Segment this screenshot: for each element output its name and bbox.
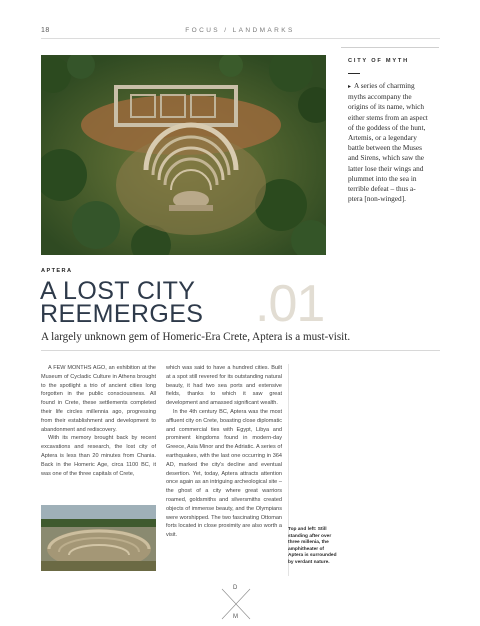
triangle-bullet-icon: ▸ <box>348 84 352 90</box>
sidebar-label: CITY OF MYTH <box>348 58 409 64</box>
monogram-letter-top: D <box>233 585 238 591</box>
header-rule <box>41 38 440 39</box>
monogram-letter-bottom: M <box>233 614 238 620</box>
sidebar-top-rule <box>341 47 439 48</box>
sidebar-accent-rule <box>348 73 360 74</box>
body-paragraph: With its memory brought back by recent excavations and research, the lost city of Aptera is less than 20 minutes from Chania. Back in the Homeric Age, circa 1100 BC, it was one of the three capitals of Crete, <box>41 435 156 477</box>
body-column-2 <box>166 364 282 540</box>
sidebar-body: A series of charming myths accompany the origins of its name, which either stems from an aspect of the goddess of the hunt, Artemis, or a legendary battle between the Muses and Sirens, which saw the latter lose their wings and plummet into the sea in terrible defeat – thus a-ptera [non-winged]. <box>348 81 428 204</box>
title-line-1: A LOST CITY <box>40 277 196 305</box>
sidebar-text <box>348 81 430 204</box>
publisher-monogram <box>214 585 258 623</box>
body-paragraph: which was said to have a hundred cities. Built at a spot still revered for its outstanding natural beauty, it had two sea ports and extensive fields, thanks to which it saw great development and amassed significant wealth. <box>166 365 282 407</box>
article-kicker: APTERA <box>41 268 73 274</box>
article-title <box>40 277 204 328</box>
article-number: .01 <box>255 275 325 333</box>
inset-amphitheater-photo <box>41 505 156 571</box>
article-subtitle: A largely unknown gem of Homeric-Era Crete, Aptera is a must-visit. <box>41 331 351 343</box>
body-paragraph: A FEW MONTHS AGO, an exhibition at the Museum of Cycladic Culture in Athens brought to the spotlight a trio of ancient cities long forgotten in the public consciousness. All found in Crete, these settlements completed their life circles millennia ago, progressing from their establishment and development to abandonment and rediscovery. <box>41 365 156 433</box>
page-number: 18 <box>41 27 50 34</box>
body-column-1 <box>41 364 156 478</box>
hero-aerial-photo <box>41 55 326 255</box>
running-head: FOCUS / LANDMARKS <box>185 27 295 34</box>
photo-caption: Top and left: Still standing after over three millenia, the amphitheater of Aptera is surrounded by verdant nature. <box>288 527 337 565</box>
title-rule <box>41 350 440 351</box>
title-line-2: REEMERGES <box>40 300 204 328</box>
body-paragraph: In the 4th century BC, Aptera was the most affluent city on Crete, boasting close diplomatic and commercial ties with Egypt, Libya and prominent kingdoms found in modern-day Greece, Asia Minor and the Adriatic. A series of earthquakes, with the last one occurring in 364 AD, marked the city's decline and eventual desertion. Yet, today, Aptera attracts attention once again as an intriguing archeological site – the ghost of a city where great warriors roamed, goldsmiths and silversmiths created objects of immense beauty, and the Olympians were worshipped. The two fascinating Ottoman forts located in close proximity are also worth a visit. <box>166 408 282 539</box>
